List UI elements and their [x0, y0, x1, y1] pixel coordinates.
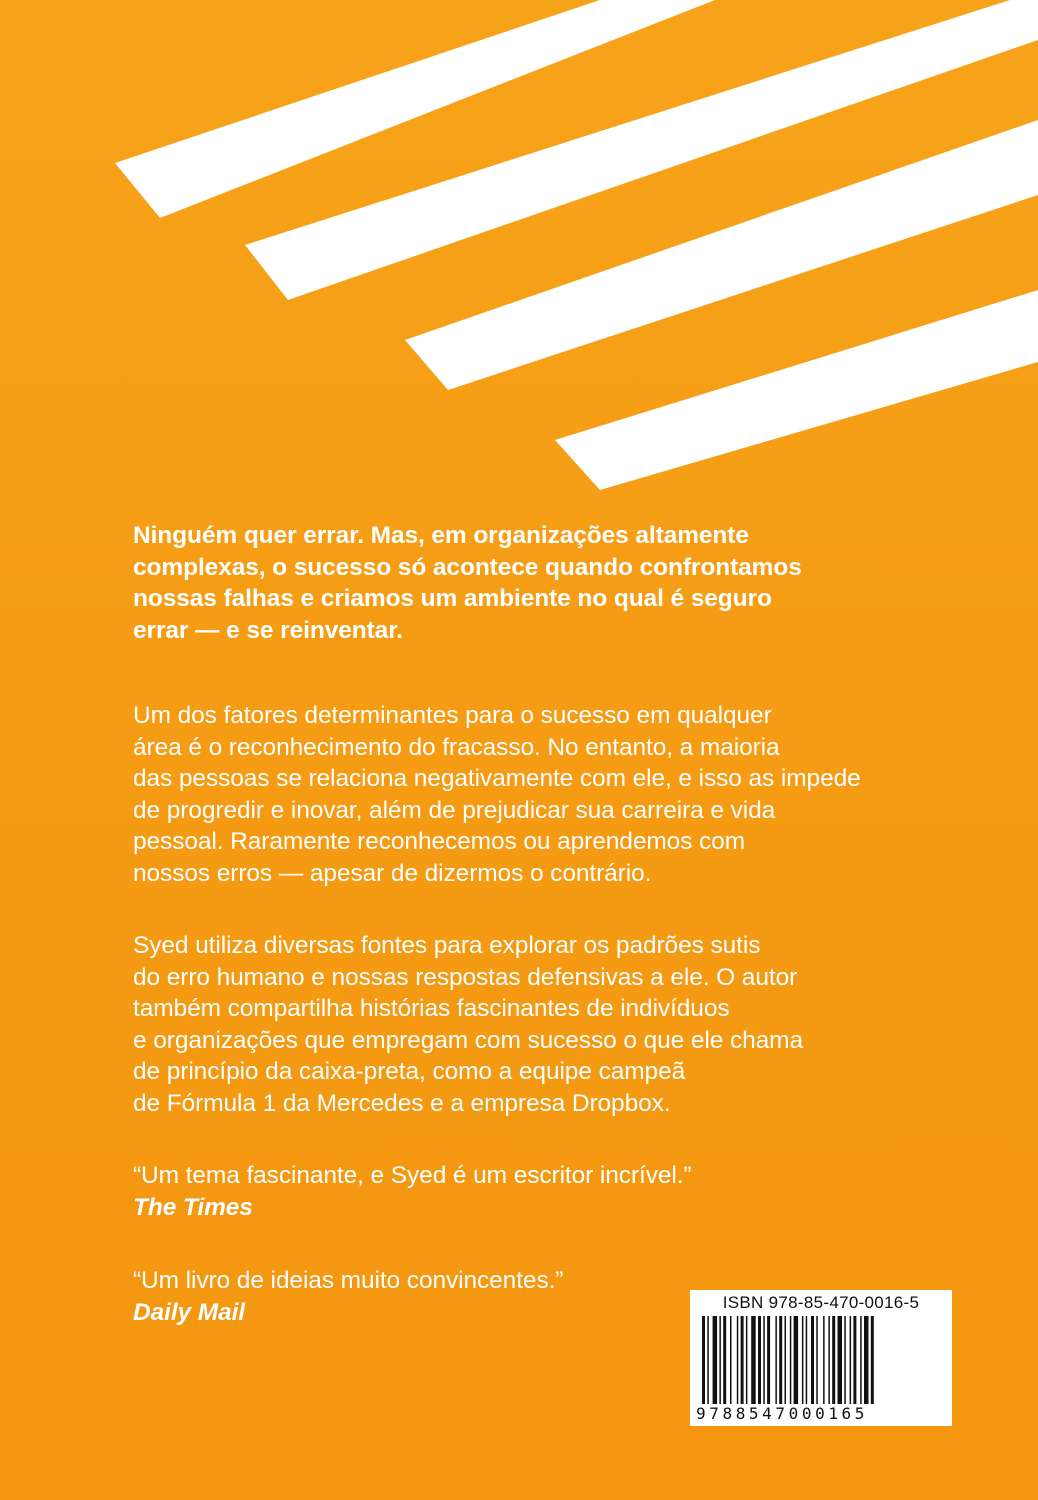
- barcode-bar: [702, 1316, 705, 1404]
- barcode-bar: [730, 1316, 732, 1404]
- barcode-bar: [871, 1316, 874, 1404]
- paragraph-line: também compartilha histórias fascinantes de indivíduos: [133, 995, 730, 1022]
- review-quote-1: [133, 1160, 933, 1223]
- paragraph-line: Um dos fatores determinantes para o sucesso em qualquer: [133, 702, 772, 729]
- paragraph-line: de princípio da caixa-preta, como a equipe campeã: [133, 1058, 686, 1085]
- barcode-bar: [823, 1316, 825, 1404]
- quote-text: “Um livro de ideias muito convincentes.”: [133, 1267, 564, 1294]
- barcode-bar: [853, 1316, 856, 1404]
- barcode-bar: [719, 1316, 721, 1404]
- lead-line: complexas, o sucesso só acontece quando confrontamos: [133, 553, 802, 581]
- isbn-label: ISBN 978-85-470-0016-5: [722, 1293, 920, 1312]
- quote-source: Daily Mail: [133, 1298, 246, 1326]
- diagonal-stripes: [0, 0, 1038, 500]
- paragraph-line: pessoal. Raramente reconhecemos ou aprendemos com: [133, 828, 746, 855]
- barcode-bar: [838, 1316, 843, 1404]
- barcode-bar: [828, 1316, 830, 1404]
- barcode-bar: [816, 1316, 818, 1404]
- barcode-bar: [767, 1316, 770, 1404]
- stripe-2: [245, 0, 1038, 300]
- quote-source: The Times: [133, 1193, 253, 1221]
- barcode-bar: [790, 1316, 792, 1404]
- lead-line: nossas falhas e criamos um ambiente no qual é seguro: [133, 585, 772, 612]
- barcode-bar: [864, 1316, 869, 1404]
- barcode-bar: [850, 1316, 852, 1404]
- barcode-bar: [707, 1316, 709, 1404]
- lead-paragraph: [133, 520, 933, 646]
- stripe-1: [115, 0, 715, 218]
- paragraph-line: Syed utiliza diversas fontes para explorar os padrões sutis: [133, 932, 761, 959]
- paragraph-line: de Fórmula 1 da Mercedes e a empresa Dropbox.: [133, 1089, 671, 1117]
- barcode-bar: [802, 1316, 804, 1404]
- paragraph-line: do erro humano e nossas respostas defensivas a ele. O autor: [133, 963, 798, 991]
- lead-line: Ninguém quer errar. Mas, em organizações altamente: [133, 522, 749, 549]
- paragraph-line: de progredir e inovar, além de prejudicar sua carreira e vida: [133, 796, 776, 824]
- barcode-bar: [779, 1316, 782, 1404]
- barcode-bar: [737, 1316, 739, 1404]
- paragraph-line: nossos erros — apesar de dizermos o contrário.: [133, 859, 652, 887]
- barcode-bars: [700, 1316, 942, 1406]
- barcode-bar: [741, 1316, 744, 1404]
- barcode-bar: [751, 1316, 756, 1404]
- paragraph-line: e organizações que empregam com sucesso o que ele chama: [133, 1026, 803, 1054]
- body-paragraph-1: [133, 700, 933, 889]
- barcode-bar: [713, 1316, 718, 1404]
- paragraph-line: área é o reconhecimento do fracasso. No entanto, a maioria: [133, 733, 780, 761]
- paragraph-line: das pessoas se relaciona negativamente com ele, e isso as impede: [133, 765, 861, 792]
- barcode-bar: [844, 1316, 846, 1404]
- isbn-barcode: [690, 1290, 952, 1426]
- barcode-bar: [785, 1316, 787, 1404]
- barcode-bar: [746, 1316, 748, 1404]
- body-paragraph-2: [133, 930, 933, 1119]
- barcode-bar: [794, 1316, 799, 1404]
- barcode-bar: [806, 1316, 808, 1404]
- quote-text: “Um tema fascinante, e Syed é um escritor incrível.”: [133, 1162, 692, 1189]
- barcode-bar: [775, 1316, 777, 1404]
- barcode-bar: [763, 1316, 765, 1404]
- barcode-bar: [723, 1316, 726, 1404]
- barcode-bar: [758, 1316, 761, 1404]
- barcode-digits: 9788547000165: [696, 1404, 869, 1423]
- barcode-bar: [860, 1316, 862, 1404]
- barcode-bar: [811, 1316, 814, 1404]
- lead-line: errar — e se reinventar.: [133, 616, 403, 644]
- barcode-bar: [832, 1316, 835, 1404]
